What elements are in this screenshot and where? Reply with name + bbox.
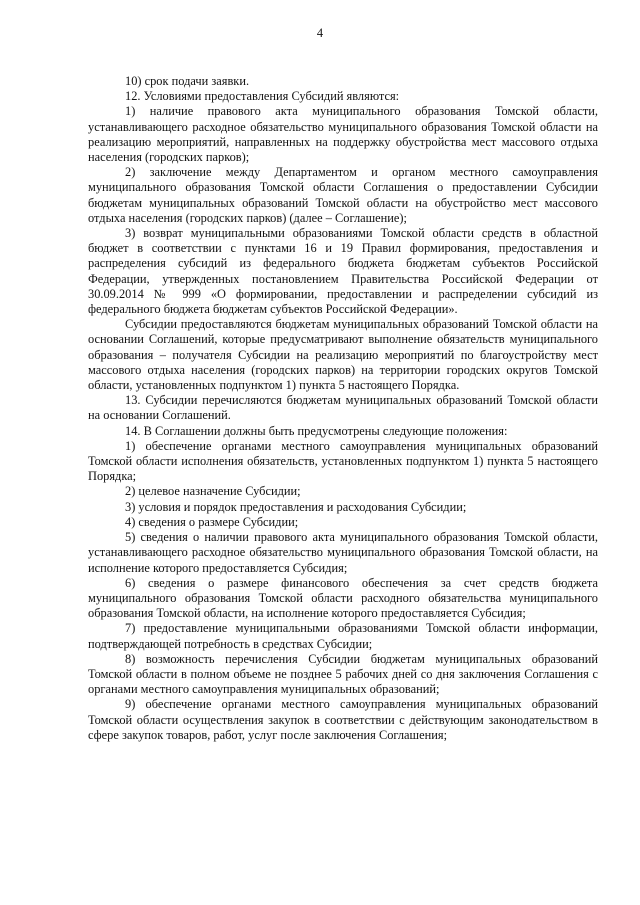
paragraph: 2) заключение между Департаментом и органом местного самоуправления муниципального образования Томской области Соглашения о предоставлении Субсидии бюджетам муниципальных образований Томской области на обустройство мест массового отдыха населения (городских парков) (далее – Соглашение);: [88, 165, 598, 225]
paragraph: 1) наличие правового акта муниципального образования Томской области, устанавливающего расходное обязательство муниципального образования Томской области на реализацию мероприятий, направленных на поддержку обустройства мест массового отдыха населения (городских парков);: [88, 104, 598, 165]
paragraph: 13. Субсидии перечисляются бюджетам муниципальных образований Томской области на основании Соглашений.: [88, 393, 598, 423]
paragraph: 14. В Соглашении должны быть предусмотрены следующие положения:: [125, 423, 508, 438]
paragraph: 2) целевое назначение Субсидии;: [125, 484, 301, 499]
paragraph: 4) сведения о размере Субсидии;: [125, 514, 299, 529]
paragraph: 3) возврат муниципальными образованиями Томской области средств в областной бюджет в соответствии с пунктами 16 и 19 Правил формирования, предоставления и распределения субсидий из федерального бюджета бюджетам субъектов Российской Федерации, утвержденных постановлением Правительства Российской Федерации от 30.09.2014 № 999 «О формировании, предоставлении и распределении субсидий из федерального бюджета бюджетам субъектов Российской Федерации».: [88, 226, 598, 317]
paragraph: Субсидии предоставляются бюджетам муниципальных образований Томской области на основании Соглашений, которые предусматривают выполнение обязательств муниципального образования – получателя Субсидии на реализацию мероприятий по благоустройству мест массового отдыха населения (городских парков) на территории городских округов Томской области, установленных подпунктом 1) пункта 5 настоящего Порядка.: [88, 317, 598, 393]
paragraph: 7) предоставление муниципальными образованиями Томской области информации, подтверждающей потребность в средствах Субсидии;: [88, 621, 598, 651]
page-number: 4: [316, 26, 324, 40]
paragraph: 3) условия и порядок предоставления и расходования Субсидии;: [125, 499, 467, 514]
paragraph: 6) сведения о размере финансового обеспечения за счет средств бюджета муниципального образования Томской области расходного обязательства муниципального образования Томской области, на исполнение которого предоставляется Субсидия;: [88, 575, 598, 621]
paragraph: 9) обеспечение органами местного самоуправления муниципальных образований Томской области осуществления закупок в соответствии с действующим законодательством в сфере закупок товаров, работ, услуг после заключения Соглашения;: [88, 697, 598, 742]
document-body: [88, 74, 598, 743]
paragraph: 12. Условиями предоставления Субсидий являются:: [125, 89, 400, 104]
paragraph: 1) обеспечение органами местного самоуправления муниципальных образований Томской области исполнения обязательств, установленных подпунктом 1) пункта 5 настоящего Порядка;: [88, 438, 598, 484]
paragraph: 10) срок подачи заявки.: [125, 74, 250, 88]
paragraph: 5) сведения о наличии правового акта муниципального образования Томской области, устанавливающего расходное обязательство муниципального образования Томской области, на исполнение которого предоставляется Субсидия;: [88, 530, 598, 575]
paragraph: 8) возможность перечисления Субсидии бюджетам муниципальных образований Томской области в полном объеме не позднее 5 рабочих дней со дня заключения Соглашения с органами местного самоуправления муниципальных образований;: [88, 651, 598, 697]
